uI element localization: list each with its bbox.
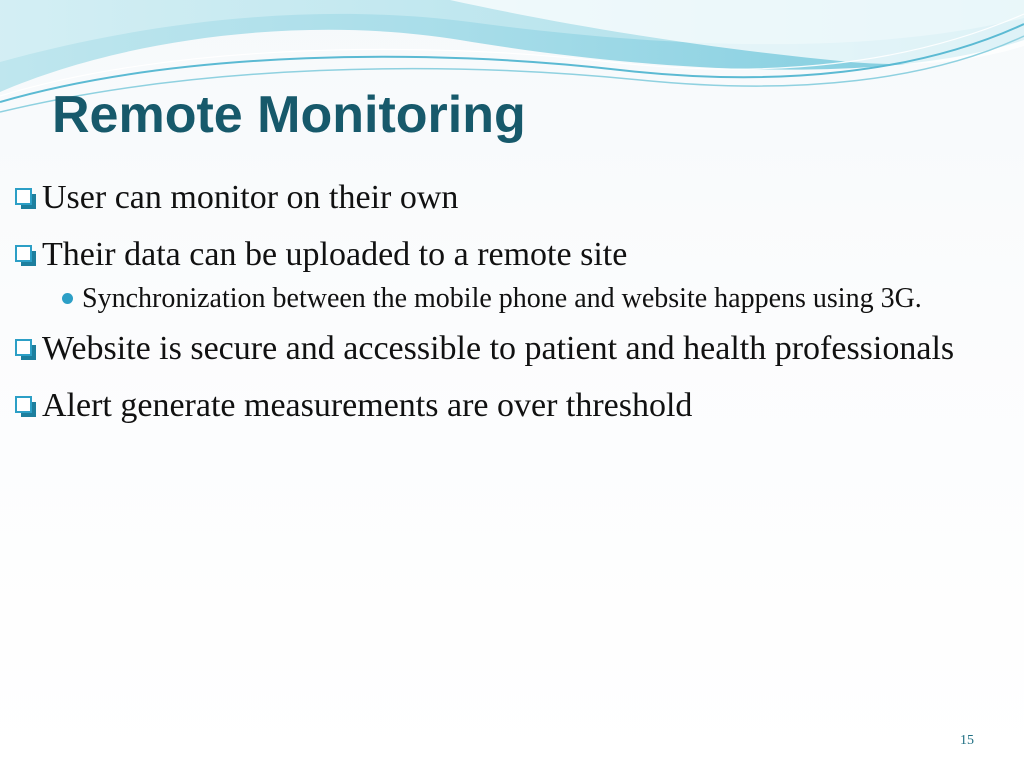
bullet-text: Website is secure and accessible to patient and health professionals [42, 330, 955, 367]
bullet-item [14, 327, 994, 370]
sub-bullet-item [62, 278, 994, 319]
bullet-text: Alert generate measurements are over threshold [42, 387, 693, 424]
checkbox-square-icon [14, 395, 38, 419]
bullet-item [14, 233, 994, 276]
checkbox-square-icon [14, 338, 38, 362]
checkbox-square-icon [14, 244, 38, 268]
bullet-text: Their data can be uploaded to a remote site [42, 236, 628, 273]
dot-icon [62, 293, 73, 304]
slide-title: Remote Monitoring [52, 86, 526, 144]
bullet-item [14, 384, 994, 427]
bullet-text: User can monitor on their own [42, 179, 459, 216]
sub-bullet-text: Synchronization between the mobile phone and website happens using 3G. [82, 283, 922, 314]
bullet-list [14, 176, 994, 441]
checkbox-square-icon [14, 187, 38, 211]
page-number: 15 [960, 733, 974, 748]
bullet-item [14, 176, 994, 219]
